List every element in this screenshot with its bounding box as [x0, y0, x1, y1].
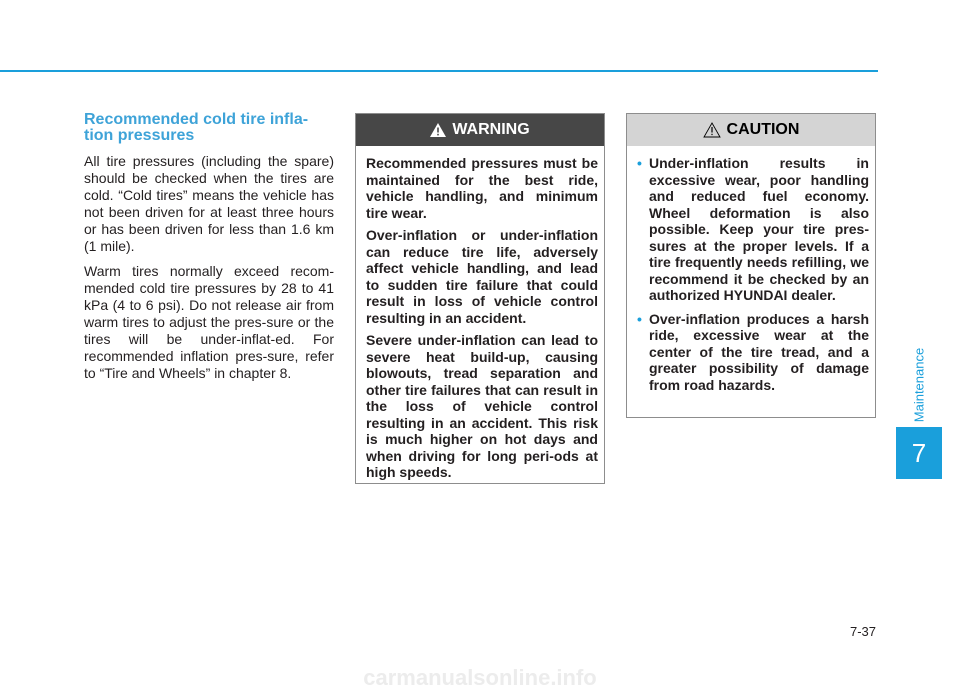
chapter-side-label: Maintenance — [911, 347, 927, 423]
warning-box — [355, 113, 605, 484]
body-paragraph-1: All tire pressures (including the spare) should be checked when the tires are cold. “Cold tires” means the vehicle has not been driven for at least three hours or has been driven for less than 1.6 km (1 mile). — [84, 153, 334, 254]
caution-header — [627, 114, 875, 146]
bullet-dot-icon: • — [637, 310, 642, 327]
caution-item-2-text: Over-inflation produces a harsh ride, excessive wear at the center of the tire tread, and a greater possibility of damage from road hazards. — [649, 310, 869, 393]
page-number: 7-37 — [849, 624, 876, 639]
warning-header — [356, 114, 604, 146]
caution-triangle-icon — [703, 122, 721, 138]
caution-list — [637, 155, 869, 393]
chapter-tab: 7 — [896, 427, 942, 479]
section-heading-line-1: Recommended cold tire infla- — [84, 111, 309, 128]
caution-box — [626, 113, 876, 418]
caution-title: CAUTION — [726, 121, 800, 138]
warning-paragraph-1: Recommended pressures must be maintained for the best ride, vehicle handling, and minimum tire wear. — [366, 155, 598, 221]
warning-title: WARNING — [452, 121, 530, 138]
warning-triangle-icon — [430, 123, 446, 137]
body-paragraph-2: Warm tires normally exceed recom-mended cold tire pressures by 28 to 41 kPa (4 to 6 psi). Do not release air from warm tires to adjust the pres-sure or the tires will be under-inflat-ed. For recommended inflation pres-sure, refer to “Tire and Wheels” in chapter 8. — [84, 263, 334, 381]
warning-paragraph-2: Over-inflation or under-inflation can reduce tire life, adversely affect vehicle handling, and lead to sudden tire failure that could result in loss of vehicle control resulting in an accident. — [366, 227, 598, 326]
caution-item-2 — [637, 310, 869, 394]
main-column — [84, 112, 334, 390]
caution-body — [627, 146, 875, 393]
top-rule — [0, 70, 878, 72]
caution-item-1 — [637, 155, 869, 304]
caution-item-1-text: Under-inflation results in excessive wear, poor handling and reduced fuel economy. Wheel deformation is also possible. Keep your tire pres-sures at the proper levels. If a tire frequently needs refilling, we recommend it be checked by an authorized HYUNDAI dealer. — [649, 155, 869, 303]
bullet-dot-icon: • — [637, 155, 642, 171]
section-heading — [84, 112, 334, 144]
warning-body — [356, 146, 604, 481]
watermark: carmanualsonline.info — [363, 665, 597, 690]
section-heading-line-2: tion pressures — [84, 127, 195, 144]
warning-paragraph-3: Severe under-inflation can lead to severe heat build-up, causing blowouts, tread separation and other tire failures that can result in the loss of vehicle control resulting in an accident. This risk is much higher on hot days and when driving for long peri-ods at high speeds. — [366, 332, 598, 480]
